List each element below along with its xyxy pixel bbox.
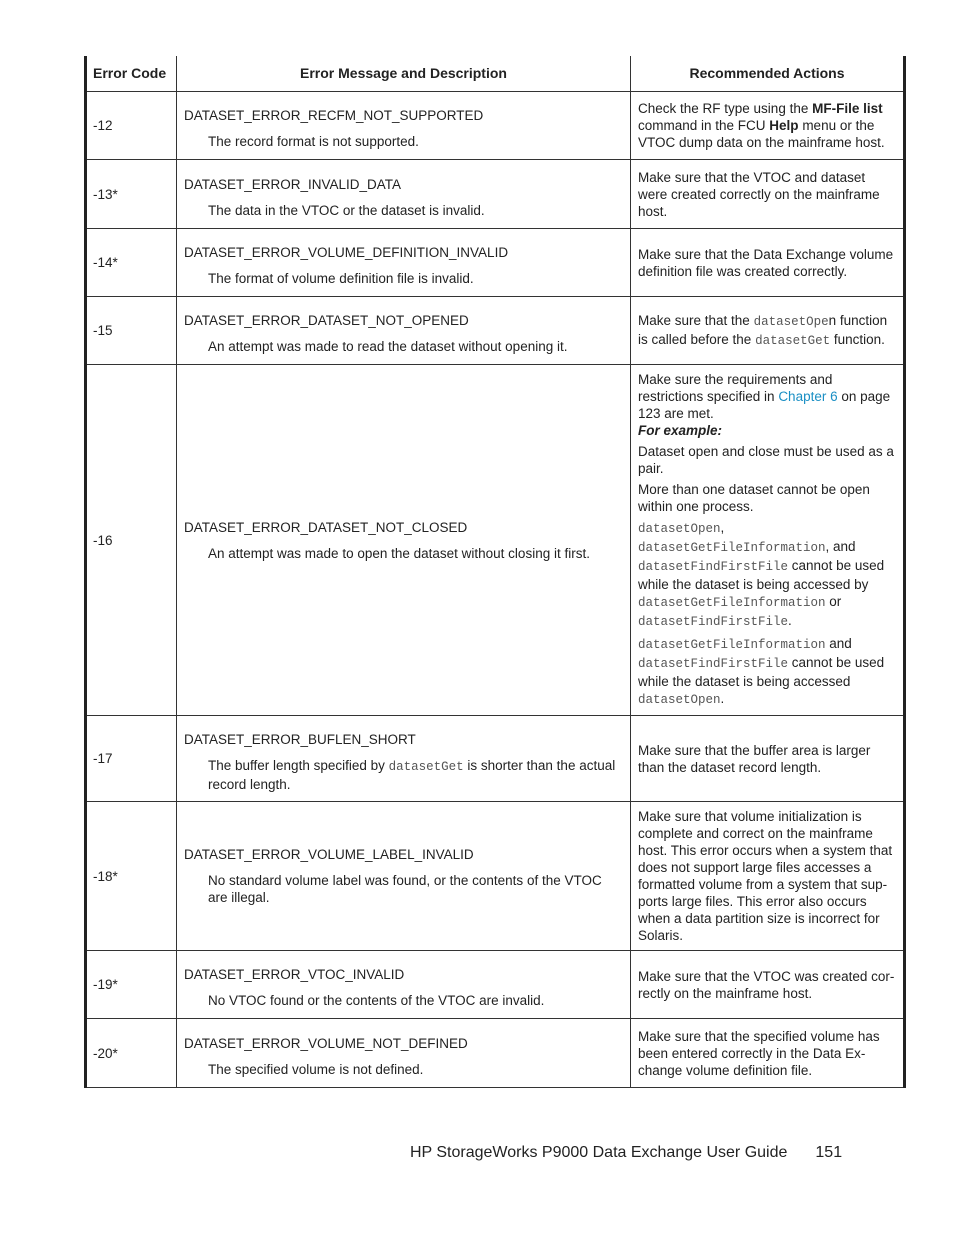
code-datasetfindfirstfile: datasetFindFirstFile: [638, 657, 789, 671]
error-description: The data in the VTOC or the dataset is invalid.: [208, 202, 485, 218]
error-name: DATASET_ERROR_VOLUME_DEFINITION_INVALID: [184, 245, 509, 260]
error-message: [177, 160, 631, 229]
code-datasetopen: datasetOpe: [753, 314, 829, 329]
error-name: DATASET_ERROR_RECFM_NOT_SUPPORTED: [184, 108, 484, 123]
action-paragraph: Dataset open and close must be used as a pair.: [638, 444, 894, 476]
action-paragraph: [638, 519, 897, 631]
error-message: [177, 951, 631, 1019]
description-text: is shorter than the actual record length.: [208, 757, 616, 792]
action-text: cannot be used while the dataset is being accessed by: [638, 558, 885, 592]
action-text: n function is called before the: [638, 312, 888, 347]
action-text: on page 123 are met.: [638, 389, 891, 421]
error-name: DATASET_ERROR_VTOC_INVALID: [184, 967, 405, 982]
code-datasetfindfirstfile: datasetFindFirstFile: [638, 560, 789, 574]
error-name: DATASET_ERROR_DATASET_NOT_CLOSED: [184, 519, 468, 535]
action-bold-help: Help: [769, 118, 799, 133]
action-text: .: [720, 691, 725, 706]
error-code: -14*: [86, 229, 177, 297]
error-code: -15: [86, 297, 177, 365]
error-description: The specified volume is not defined.: [208, 1061, 424, 1077]
error-message: [177, 1019, 631, 1088]
table-row: [86, 1019, 905, 1088]
header-error-message: Error Message and Description: [177, 56, 631, 92]
table-row: [86, 716, 905, 802]
error-description: [184, 757, 624, 793]
error-description: No standard volume label was found, or the contents of the VTOC are illegal.: [208, 873, 602, 905]
error-description: An attempt was made to read the dataset without opening it.: [208, 339, 568, 354]
action-text: function.: [830, 331, 885, 347]
action-text: .: [788, 613, 792, 628]
recommended-action: Make sure that the VTOC was created correctly on the mainframe host.: [631, 951, 905, 1019]
action-text: command in the FCU: [638, 118, 770, 133]
code-datasetgetfileinformation: datasetGetFileInformation: [638, 541, 826, 555]
error-code: -20*: [86, 1019, 177, 1088]
recommended-action: Make sure that the specified volume has been entered correctly in the Data Exchange volume definition file.: [631, 1019, 905, 1088]
action-paragraph: [638, 371, 897, 439]
error-code: -16: [86, 365, 177, 716]
error-name: DATASET_ERROR_INVALID_DATA: [184, 176, 402, 192]
code-datasetfindfirstfile: datasetFindFirstFile: [638, 615, 789, 629]
error-message: [177, 802, 631, 951]
table-row: [86, 92, 905, 160]
error-description: The record format is not supported.: [208, 134, 419, 149]
code-datasetgetfileinformation: datasetGetFileInformation: [638, 596, 826, 610]
error-code: -19*: [86, 951, 177, 1019]
recommended-action: Make sure that the buffer area is larger than the dataset record length.: [631, 716, 905, 802]
error-code: -13*: [86, 160, 177, 229]
page-number: 151: [815, 1144, 843, 1161]
table-row: [86, 297, 905, 365]
action-paragraph: More than one dataset cannot be open within one process.: [638, 482, 870, 514]
action-text: , and: [825, 539, 856, 554]
table-header-row: [86, 56, 905, 92]
error-code-table: [84, 56, 906, 1088]
action-text: Check the RF type using the: [638, 101, 813, 116]
error-code: -17: [86, 716, 177, 802]
error-message: [177, 92, 631, 160]
error-description: The format of volume definition file is invalid.: [208, 271, 474, 286]
error-code: -12: [86, 92, 177, 160]
header-error-code: Error Code: [86, 56, 177, 92]
action-text: menu or the VTOC dump data on the mainframe host.: [638, 118, 885, 150]
action-bold-mf-file-list: MF-File list: [812, 101, 883, 116]
example-label: For example:: [638, 423, 723, 438]
code-datasetopen: datasetOpen: [638, 522, 721, 536]
table-row: [86, 802, 905, 951]
error-description: No VTOC found or the contents of the VTOC are invalid.: [208, 993, 545, 1008]
header-recommended-actions: Recommended Actions: [631, 56, 905, 92]
table-row: [86, 160, 905, 229]
recommended-action: [631, 365, 905, 716]
page-footer: [410, 1144, 842, 1162]
error-name: DATASET_ERROR_VOLUME_LABEL_INVALID: [184, 847, 474, 862]
error-name: DATASET_ERROR_BUFLEN_SHORT: [184, 731, 416, 747]
action-paragraph: [638, 635, 897, 709]
error-message: [177, 229, 631, 297]
code-datasetget: datasetGet: [755, 333, 831, 348]
action-text: ,: [720, 520, 725, 535]
table-row: [86, 365, 905, 716]
table-row: [86, 229, 905, 297]
code-datasetgetfileinformation: datasetGetFileInformation: [638, 638, 826, 652]
action-text: Make sure that the: [638, 312, 754, 328]
description-text: The buffer length specified by: [208, 757, 389, 773]
recommended-action: [631, 92, 905, 160]
code-datasetget: datasetGet: [388, 759, 464, 774]
error-message: [177, 716, 631, 802]
error-message: [177, 365, 631, 716]
recommended-action: Make sure that the Data Exchange volume definition file was created correctly.: [631, 229, 905, 297]
footer-title: HP StorageWorks P9000 Data Exchange User Guide: [410, 1144, 788, 1161]
action-text: Make sure the requirements and restrictions specified in: [638, 372, 833, 404]
recommended-action: [631, 297, 905, 365]
error-message: [177, 297, 631, 365]
error-name: DATASET_ERROR_DATASET_NOT_OPENED: [184, 313, 469, 328]
action-text: or: [825, 594, 842, 609]
recommended-action: Make sure that volume initialization is complete and correct on the mainframe host. This error occurs when a system that does not support large files accesses a formatted volume from a system that supports large files. This error also occurs when a data partition size is incorrect for Solaris.: [631, 802, 905, 951]
error-name: DATASET_ERROR_VOLUME_NOT_DEFINED: [184, 1035, 468, 1051]
recommended-action: Make sure that the VTOC and dataset were created correctly on the mainframe host.: [631, 160, 905, 229]
table-row: [86, 951, 905, 1019]
error-code: -18*: [86, 802, 177, 951]
chapter-link[interactable]: Chapter 6: [778, 389, 838, 404]
action-text: cannot be used while the dataset is being accessed: [638, 655, 885, 689]
code-datasetopen: datasetOpen: [638, 693, 721, 707]
error-description: An attempt was made to open the dataset without closing it first.: [208, 545, 590, 561]
action-text: and: [825, 636, 852, 651]
